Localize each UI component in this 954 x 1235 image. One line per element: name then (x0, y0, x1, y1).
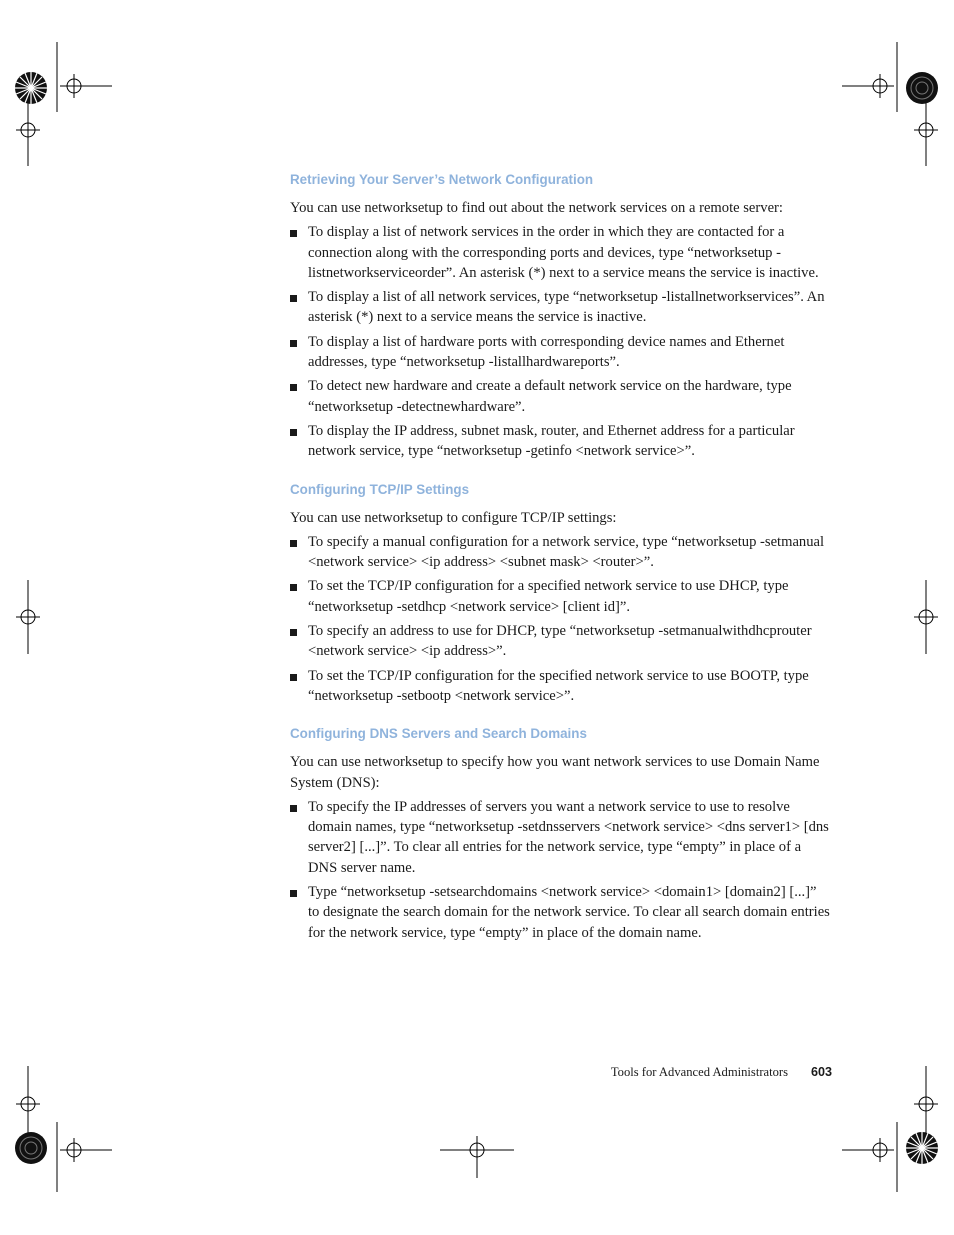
list-item: To set the TCP/IP configuration for the specified network service to use BOOTP, type “networksetup -setbootp <network service>”. (290, 666, 830, 707)
section-retrieving-network-config (290, 170, 830, 462)
section-configuring-tcpip (290, 480, 830, 707)
list-item: To display a list of network services in the order in which they are contacted for a connection along with the corresponding ports and devices, type “networksetup -listnetworkserviceorder”. An asterisk (*) next to a service means the service is inactive. (290, 222, 830, 283)
bullet-list (290, 532, 830, 706)
list-item: Type “networksetup -setsearchdomains <network service> <domain1> [domain2] [...]” to designate the search domain for the network service. To clear all search domain entries for the network service, type “empty” in place of the domain name. (290, 882, 830, 943)
list-item: To display a list of hardware ports with corresponding device names and Ethernet addresses, type “networksetup -listallhardwareports”. (290, 332, 830, 373)
bullet-list (290, 797, 830, 943)
list-item: To specify the IP addresses of servers you want a network service to use to resolve domain names, type “networksetup -setdnsservers <network service> <dns server1> [dns server2] [...]”. To clear all entries for the network service, type “empty” in place of a DNS server name. (290, 797, 830, 878)
section-heading: Retrieving Your Server’s Network Configuration (290, 172, 594, 187)
section-configuring-dns (290, 724, 830, 943)
section-intro: You can use networksetup to find out about the network services on a remote server: (290, 200, 783, 216)
bullet-list (290, 222, 830, 461)
list-item: To specify a manual configuration for a network service, type “networksetup -setmanual <network service> <ip address> <subnet mask> <router>”. (290, 532, 830, 573)
page-number: 603 (810, 1065, 832, 1079)
page-content (290, 170, 830, 943)
section-heading: Configuring DNS Servers and Search Domains (290, 726, 587, 742)
section-intro: You can use networksetup to specify how you want network services to use Domain Name System (DNS): (290, 754, 820, 791)
section-intro: You can use networksetup to configure TCP/IP settings: (290, 509, 617, 526)
footer-section-title: Tools for Advanced Administrators (610, 1065, 788, 1079)
page-footer (0, 1062, 832, 1082)
list-item: To display a list of all network services, type “networksetup -listallnetworkservices”. An asterisk (*) next to a service means the service is inactive. (290, 287, 830, 328)
section-heading: Configuring TCP/IP Settings (290, 481, 470, 497)
list-item: To specify an address to use for DHCP, type “networksetup -setmanualwithdhcprouter <network service> <ip address>”. (290, 621, 830, 662)
list-item: To display the IP address, subnet mask, router, and Ethernet address for a particular network service, type “networksetup -getinfo <network service>”. (290, 421, 830, 462)
list-item: To detect new hardware and create a default network service on the hardware, type “networksetup -detectnewhardware”. (290, 376, 830, 417)
list-item: To set the TCP/IP configuration for a specified network service to use DHCP, type “networksetup -setdhcp <network service> [client id]”. (290, 576, 830, 617)
